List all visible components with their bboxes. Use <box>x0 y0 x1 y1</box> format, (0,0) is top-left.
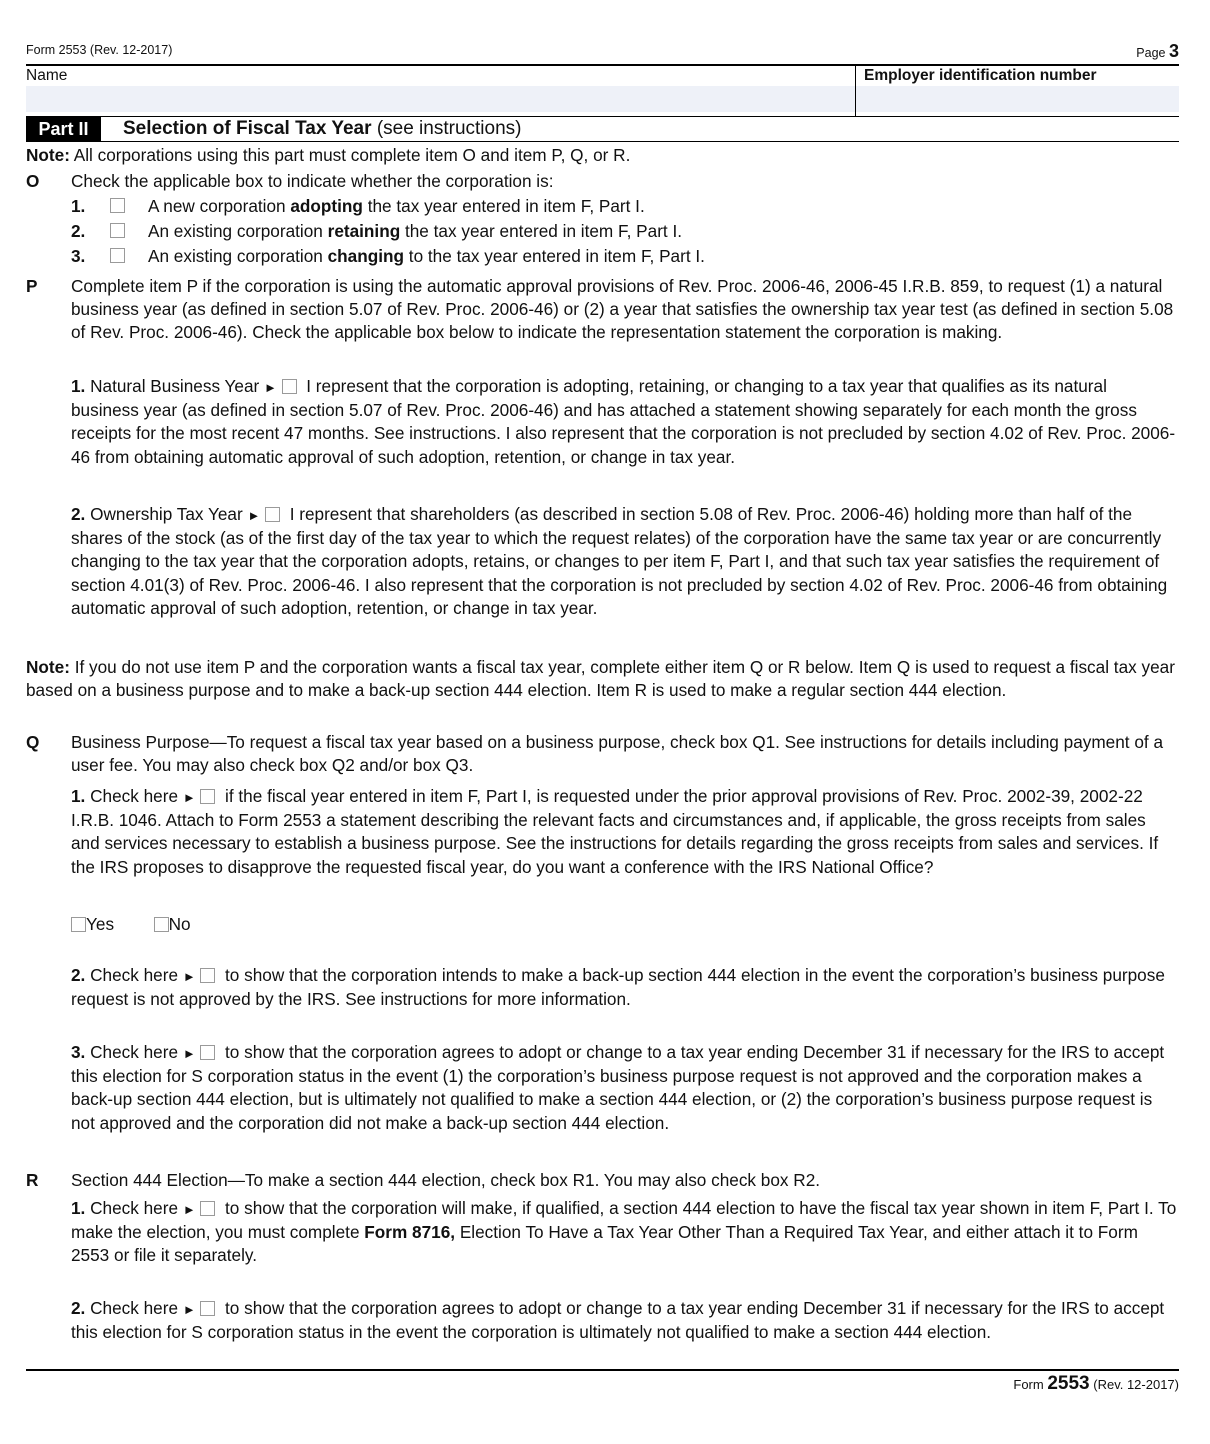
item-r-2 <box>71 1297 1179 1344</box>
item-q-3-checkbox[interactable] <box>200 1045 215 1060</box>
arrow-right-icon: ► <box>182 790 196 805</box>
item-o-1-text <box>148 195 645 218</box>
item-p-1-checkbox[interactable] <box>282 379 297 394</box>
item-r-1-checkbox[interactable] <box>200 1201 215 1216</box>
item-q-2-text: to show that the corporation intends to make a back-up section 444 election in the event the corporation’s business purpose request is not approved by the IRS. See instructions for more information. <box>71 965 1165 1010</box>
opt-text-post: to the tax year entered in item F, Part I. <box>404 246 705 266</box>
item-p-1-label: Natural Business Year <box>90 376 260 396</box>
opt-text-post: the tax year entered in item F, Part I. <box>362 196 645 216</box>
item-q-1-text: if the fiscal year entered in item F, Part I, is requested under the prior approval provisions of Rev. Proc. 2002-39, 2002-22 I.R.B. 1046. Attach to Form 2553 a statement describing the relevant facts and circumstances and, if applicable, the gross receipts from sales and services necessary to establish a business purpose. See the instructions for details regarding the gross receipts from sales and services. If the IRS proposes to disapprove the requested fiscal year, do you want a conference with the IRS National Office? <box>71 786 1159 877</box>
conference-yes-label: Yes <box>86 914 115 934</box>
ein-input[interactable] <box>856 86 1179 112</box>
item-r-1 <box>71 1197 1179 1268</box>
item-q-1-checkbox[interactable] <box>200 789 215 804</box>
item-r-1-num: 1. <box>71 1198 86 1218</box>
page-footer <box>1013 1373 1179 1395</box>
item-q-2 <box>71 964 1179 1011</box>
note-label: Note: <box>26 657 70 677</box>
item-r-letter: R <box>26 1170 39 1190</box>
page-label: Page <box>1136 46 1166 60</box>
opt-text-pre: A new corporation <box>148 196 291 216</box>
page-number-value: 3 <box>1168 41 1179 61</box>
conference-yes-checkbox[interactable] <box>71 917 86 932</box>
item-p-2-num: 2. <box>71 504 86 524</box>
item-o-1-num: 1. <box>71 196 86 216</box>
item-q-1 <box>71 785 1179 879</box>
conference-no-checkbox[interactable] <box>154 917 169 932</box>
item-p-2-label: Ownership Tax Year <box>90 504 243 524</box>
item-p-letter: P <box>26 276 38 296</box>
check-here-label: Check here <box>90 786 179 806</box>
footer-revision: (Rev. 12-2017) <box>1093 1377 1179 1392</box>
name-input[interactable] <box>26 86 855 112</box>
item-r-1-text-end: Election To Have a Tax Year Other Than a Required Tax Year, and either attach it to Form 2553 or file it separately. <box>71 1222 1138 1266</box>
check-here-label: Check here <box>90 1198 179 1218</box>
part-tag: Part II <box>26 117 101 141</box>
name-label: Name <box>26 67 68 84</box>
item-o-letter: O <box>26 171 40 191</box>
item-q-text: Business Purpose—To request a fiscal tax year based on a business purpose, check box Q1. See instructions for details including payment of a user fee. You may also check box Q2 and/or box Q3. <box>71 732 1164 776</box>
page-number <box>1136 41 1179 62</box>
item-p-1-num: 1. <box>71 376 86 396</box>
opt-text-pre: An existing corporation <box>148 221 328 241</box>
item-o-text: Check the applicable box to indicate whether the corporation is: <box>71 171 554 191</box>
item-r-1-text: to show that the corporation will make, if qualified, a section 444 election to have the fiscal tax year shown in item F, Part I. To make the election, you must complete <box>71 1198 1177 1243</box>
name-field <box>26 64 856 117</box>
arrow-right-icon: ► <box>182 1302 196 1317</box>
item-p-2-text: I represent that shareholders (as described in section 5.08 of Rev. Proc. 2006-46) holding more than half of the shares of the stock (as of the first day of the tax year to which the request relates) of the corporation have the same tax year or are concurrently changing to the tax year that the corporation adopts, retains, or changes to per item F, Part I, and that such tax year satisfies the requirement of section 4.01(3) of Rev. Proc. 2006-46. I also represent that the corporation is not precluded by section 4.02 of Rev. Proc. 2006-46 from obtaining automatic approval of such adoption, retention, or change in tax year. <box>71 504 1168 618</box>
page-header <box>26 42 1179 66</box>
item-r-2-checkbox[interactable] <box>200 1301 215 1316</box>
check-here-label: Check here <box>90 1042 179 1062</box>
ein-field <box>856 64 1179 117</box>
check-here-label: Check here <box>90 1298 179 1318</box>
item-p-text: Complete item P if the corporation is using the automatic approval provisions of Rev. Proc. 2006-46, 2006-45 I.R.B. 859, to request (1) a natural business year (as defined in section 5.07 of Rev. Proc. 2006-46) or (2) a year that satisfies the ownership tax year test (as defined in section 5.08 of Rev. Proc. 2006-46). Check the applicable box below to indicate the representation statement the corporation is making. <box>71 276 1174 343</box>
item-q-3-num: 3. <box>71 1042 86 1062</box>
item-o-3-text <box>148 245 705 268</box>
footer-form-word: Form <box>1013 1377 1044 1392</box>
part-title-suffix: (see instructions) <box>376 118 522 139</box>
item-p-1-text: I represent that the corporation is adopting, retaining, or changing to a tax year that qualifies as its natural business year (as defined in section 5.07 of Rev. Proc. 2006-46) and has attached a statement showing separately for each month the gross receipts for the most recent 47 months. See instructions. I also represent that the corporation is not precluded by section 4.02 of Rev. Proc. 2006-46 from obtaining automatic approval of such adoption, retention, or change in tax year. <box>71 376 1176 467</box>
item-p-1 <box>71 375 1179 469</box>
item-q-2-num: 2. <box>71 965 86 985</box>
item-o-3-checkbox[interactable] <box>110 248 125 263</box>
form-page <box>26 0 1179 1444</box>
conference-no-label: No <box>168 914 191 934</box>
conference-options <box>71 913 191 936</box>
item-o-1-checkbox[interactable] <box>110 198 125 213</box>
arrow-right-icon: ► <box>247 508 261 523</box>
item-o-2-checkbox[interactable] <box>110 223 125 238</box>
item-o-2-text <box>148 220 682 243</box>
footer-rule <box>26 1369 1179 1371</box>
item-p-2 <box>71 503 1179 620</box>
form-id: Form 2553 (Rev. 12-2017) <box>26 43 173 57</box>
item-r-2-num: 2. <box>71 1298 86 1318</box>
note-text: If you do not use item P and the corporation wants a fiscal tax year, complete either item Q or R below. Item Q is used to request a fiscal tax year based on a business purpose and to make a back-up section 444 election. Item R is used to make a regular section 444 election. <box>26 657 1175 701</box>
footer-form-number: 2553 <box>1047 1373 1090 1394</box>
item-q-letter: Q <box>26 732 40 752</box>
note-fiscal-year <box>26 656 1179 702</box>
opt-text-bold: changing <box>327 246 405 266</box>
form-8716-ref: Form 8716, <box>364 1222 456 1243</box>
part-header <box>26 117 1179 142</box>
item-o-3-num: 3. <box>71 246 86 266</box>
note-text: All corporations using this part must complete item O and item P, Q, or R. <box>73 145 631 165</box>
note-all-corporations <box>26 144 1179 167</box>
item-q-3 <box>71 1041 1179 1135</box>
item-o-2-num: 2. <box>71 221 86 241</box>
item-q-2-checkbox[interactable] <box>200 968 215 983</box>
check-here-label: Check here <box>90 965 179 985</box>
item-r-2-text: to show that the corporation agrees to adopt or change to a tax year ending December 31 if necessary for the IRS to accept this election for S corporation status in the event the corporation is ultimately not qualified to make a section 444 election. <box>71 1298 1165 1343</box>
note-label: Note: <box>26 145 70 165</box>
item-q-1-num: 1. <box>71 786 86 806</box>
opt-text-post: the tax year entered in item F, Part I. <box>400 221 683 241</box>
item-p-2-checkbox[interactable] <box>265 507 280 522</box>
arrow-right-icon: ► <box>182 969 196 984</box>
opt-text-bold: adopting <box>290 196 363 216</box>
part-title-text: Selection of Fiscal Tax Year <box>123 118 372 139</box>
opt-text-bold: retaining <box>327 221 401 241</box>
arrow-right-icon: ► <box>182 1202 196 1217</box>
arrow-right-icon: ► <box>182 1046 196 1061</box>
part-title <box>123 117 521 141</box>
ein-label: Employer identification number <box>864 67 1097 84</box>
opt-text-pre: An existing corporation <box>148 246 328 266</box>
item-r-text: Section 444 Election—To make a section 444 election, check box R1. You may also check box R2. <box>71 1170 821 1190</box>
arrow-right-icon: ► <box>264 380 277 395</box>
item-q-3-text: to show that the corporation agrees to adopt or change to a tax year ending December 31 if necessary for the IRS to accept this election for S corporation status in the event (1) the corporation’s business purpose request is not approved and the corporation makes a back-up section 444 election, but is ultimately not qualified to make a section 444 election, or (2) the corporation’s business purpose request is not approved and the corporation did not make a back-up section 444 election. <box>71 1042 1165 1133</box>
